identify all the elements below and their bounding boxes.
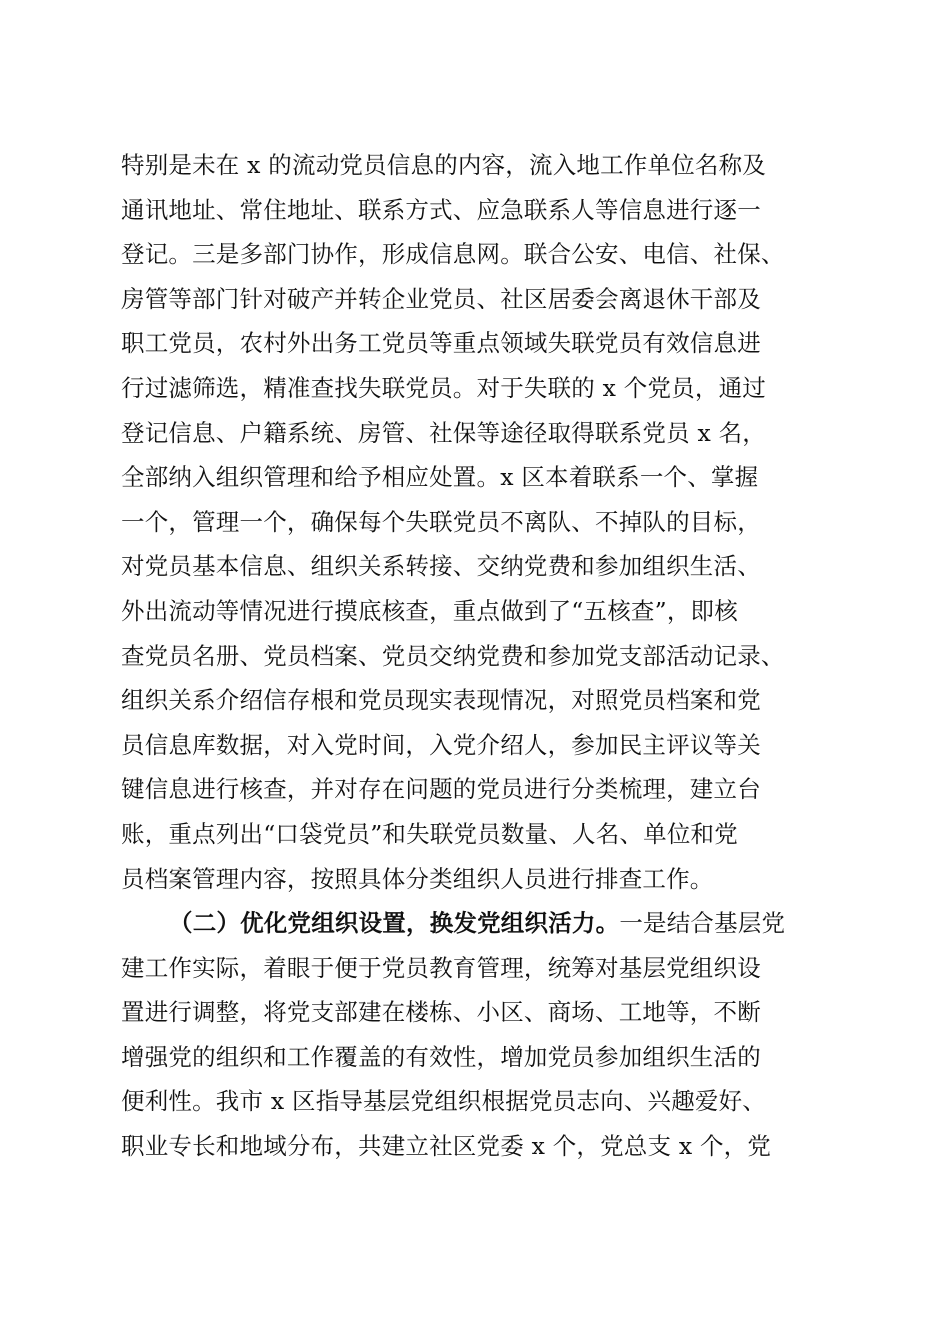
text-line: 对党员基本信息、组织关系转接、交纳党费和参加组织生活、 xyxy=(121,552,761,581)
text-line: 账，重点列出“口袋党员”和失联党员数量、人名、单位和党 xyxy=(121,819,738,848)
text-line: 一个，管理一个，确保每个失联党员不离队、不掉队的目标， xyxy=(121,507,761,536)
text-line: 便利性。我市 x 区指导基层党组织根据党员志向、兴趣爱好、 xyxy=(121,1087,766,1116)
text-line: 外出流动等情况进行摸底核查，重点做到了“五核查”，即核 xyxy=(121,596,738,625)
text-line: 员档案管理内容，按照具体分类组织人员进行排查工作。 xyxy=(121,864,714,893)
text-line: 职业专长和地域分布，共建立社区党委 x 个，党总支 x 个，党 xyxy=(121,1132,772,1161)
text-line: 查党员名册、党员档案、党员交纳党费和参加党支部活动记录、 xyxy=(121,641,785,670)
text-line: 建工作实际，着眼于便于党员教育管理，统筹对基层党组织设 xyxy=(121,953,761,982)
text-line: 员信息库数据，对入党时间，入党介绍人，参加民主评议等关 xyxy=(121,730,761,759)
text-line: 置进行调整，将党支部建在楼栋、小区、商场、工地等，不断 xyxy=(121,998,761,1027)
text-line: 登记。三是多部门协作，形成信息网。联合公安、电信、社保、 xyxy=(121,240,785,269)
text-line: 增强党的组织和工作覆盖的有效性，增加党员参加组织生活的 xyxy=(121,1042,761,1071)
document-body xyxy=(121,143,841,1169)
section-heading: （二）优化党组织设置，换发党组织活力。 xyxy=(169,909,620,938)
text-line: 特别是未在 x 的流动党员信息的内容，流入地工作单位名称及 xyxy=(121,151,766,179)
text-line: 行过滤筛选，精准查找失联党员。对于失联的 x 个党员，通过 xyxy=(121,373,766,402)
section-first-line xyxy=(121,901,841,946)
text-line: 登记信息、户籍系统、房管、社保等途径取得联系党员 x 名， xyxy=(121,418,766,447)
section-first-line-text: 一是结合基层党 xyxy=(619,909,786,938)
text-line: 通讯地址、常住地址、联系方式、应急联系人等信息进行逐一 xyxy=(121,195,761,224)
text-line: 房管等部门针对破产并转企业党员、社区居委会离退休干部及 xyxy=(121,284,761,313)
text-line: 全部纳入组织管理和给予相应处置。x 区本着联系一个、掌握 xyxy=(121,463,759,492)
text-line: 组织关系介绍信存根和党员现实表现情况，对照党员档案和党 xyxy=(121,686,761,715)
text-line: 键信息进行核查，并对存在问题的党员进行分类梳理，建立台 xyxy=(121,775,761,804)
text-line: 职工党员，农村外出务工党员等重点领域失联党员有效信息进 xyxy=(121,329,761,358)
